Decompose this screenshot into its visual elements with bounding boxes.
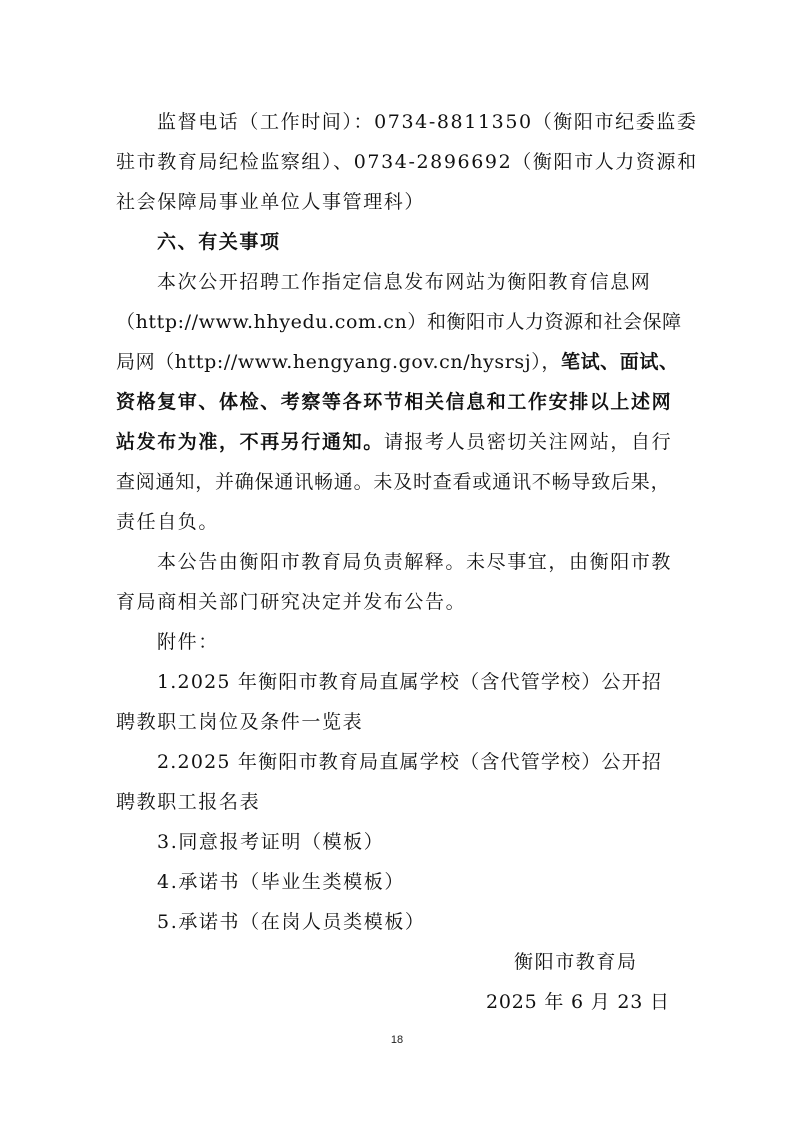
emphasis-text: 站发布为准，不再另行通知。	[116, 431, 384, 453]
section-6-p1-line-7: 责任自负。	[116, 511, 220, 533]
attachment-1-line-2: 聘教职工岗位及条件一览表	[116, 711, 364, 733]
section-6-p1-line-2: （http://www.hhyedu.com.cn）和衡阳市人力资源和社会保障	[116, 311, 682, 333]
page-number: 18	[390, 1034, 404, 1046]
attachment-1-line-1: 1.2025 年衡阳市教育局直属学校（含代管学校）公开招	[157, 671, 663, 693]
section-6-p1-line-6: 查阅通知，并确保通讯畅通。未及时查看或通讯不畅导致后果，	[116, 471, 671, 493]
attachment-4: 4.承诺书（毕业生类模板）	[157, 871, 405, 893]
supervision-line-2: 驻市教育局纪检监察组）、0734-2896692（衡阳市人力资源和	[116, 151, 698, 173]
section-6-p1-line-1: 本次公开招聘工作指定信息发布网站为衡阳教育信息网	[157, 271, 652, 293]
website-text: 局网（http://www.hengyang.gov.cn/hysrsj），	[116, 351, 561, 373]
signature-org: 衡阳市教育局	[514, 951, 638, 973]
attachment-3: 3.同意报考证明（模板）	[157, 831, 385, 853]
section-6-p1-line-4: 资格复审、体检、考察等各环节相关信息和工作安排以上述网	[116, 391, 673, 413]
emphasis-text: 笔试、面试、	[560, 351, 679, 373]
attachments-label: 附件：	[157, 631, 219, 653]
section-6-p1-line-3	[116, 350, 686, 374]
supervision-line-1: 监督电话（工作时间）：0734-8811350（衡阳市纪委监委	[157, 111, 698, 133]
attachment-2-line-2: 聘教职工报名表	[116, 791, 261, 813]
notice-text: 请报考人员密切关注网站，自行	[383, 431, 673, 453]
section-6-heading: 六、有关事项	[157, 231, 281, 253]
signature-date: 2025 年 6 月 23 日	[486, 991, 670, 1013]
section-6-p2-line-1: 本公告由衡阳市教育局负责解释。未尽事宜，由衡阳市教	[157, 551, 673, 573]
section-6-p1-line-5	[116, 430, 686, 454]
supervision-line-3: 社会保障局事业单位人事管理科）	[116, 191, 426, 213]
attachment-5: 5.承诺书（在岗人员类模板）	[157, 911, 426, 933]
section-6-p2-line-2: 育局商相关部门研究决定并发布公告。	[116, 591, 467, 613]
attachment-2-line-1: 2.2025 年衡阳市教育局直属学校（含代管学校）公开招	[157, 751, 663, 773]
